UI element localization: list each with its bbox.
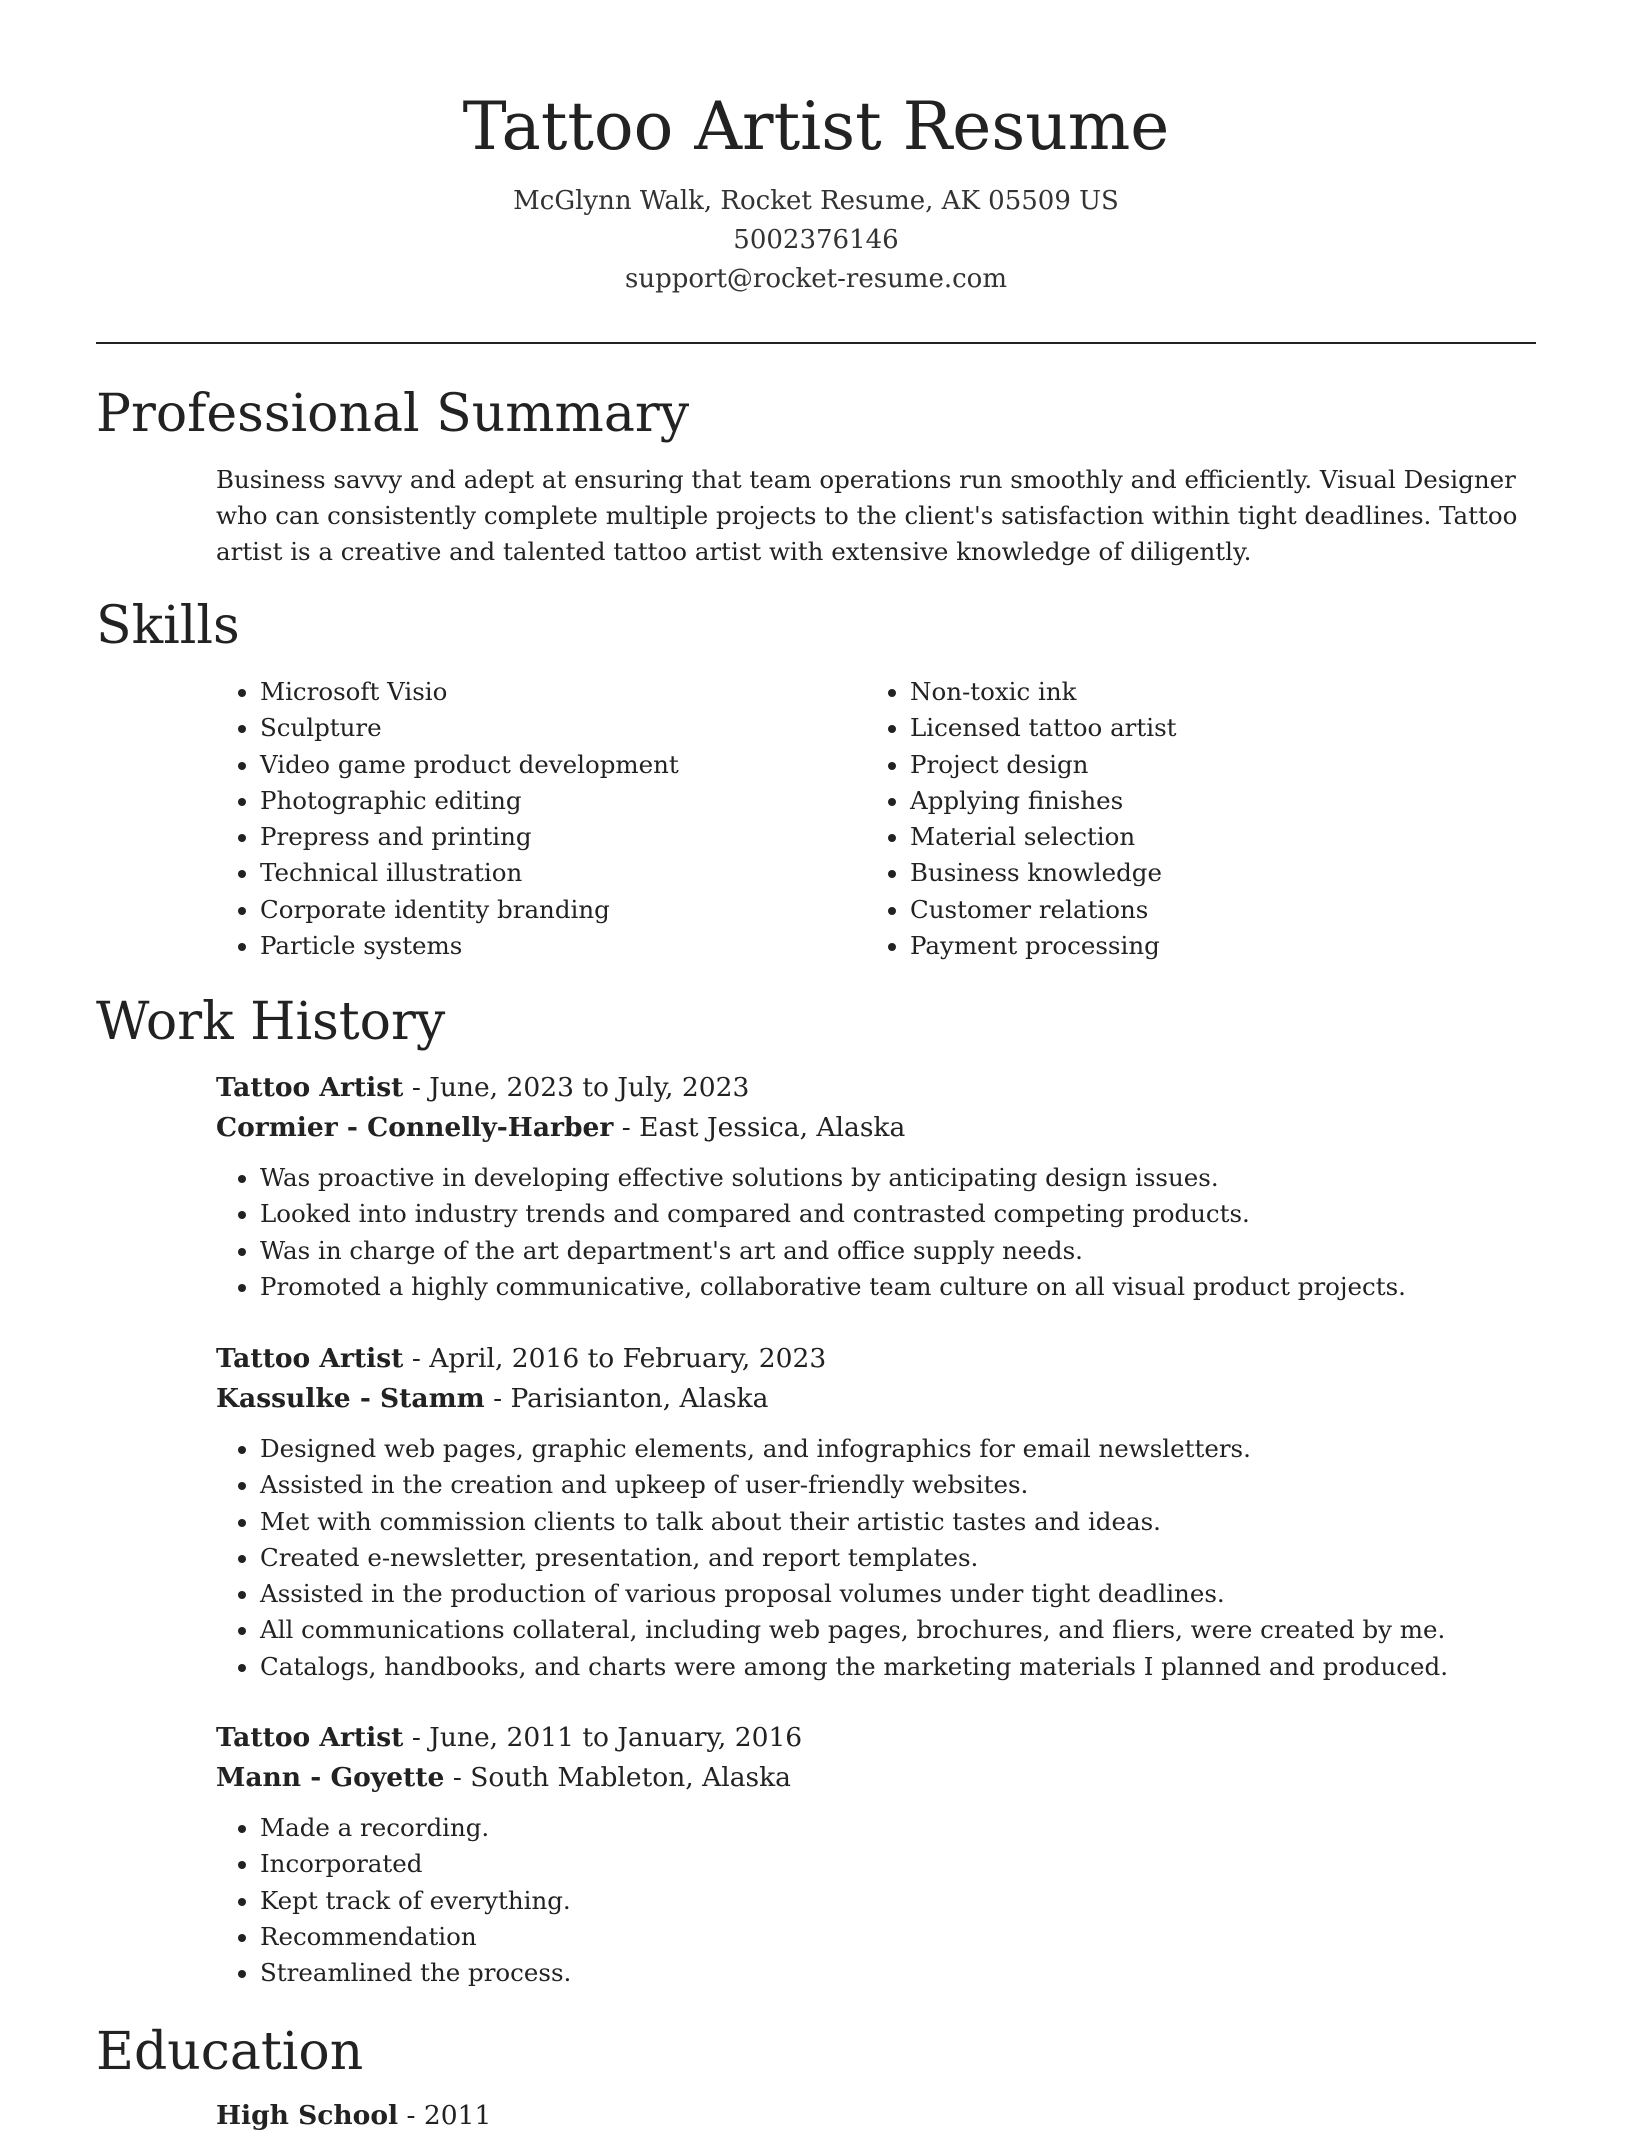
job-bullet: • Kept track of everything. (260, 1883, 1536, 1919)
education-year: 2011 (423, 2100, 492, 2131)
section-title-work-history: Work History (96, 992, 446, 1052)
resume-header (0, 0, 1632, 299)
skill-item: • Non-toxic ink (910, 674, 1516, 710)
skill-item: • Photographic editing (260, 783, 866, 819)
skills-column-right (866, 674, 1516, 964)
job-title-line: Tattoo Artist - April, 2016 to February, 2023 (216, 1343, 827, 1374)
skill-item: • Sculpture (260, 710, 866, 746)
job-title: Tattoo Artist (216, 1072, 404, 1103)
job-location: Parisianton, Alaska (510, 1383, 769, 1414)
job-bullet: • Assisted in the creation and upkeep of user-friendly websites. (260, 1467, 1536, 1503)
job-location: South Mableton, Alaska (470, 1762, 791, 1793)
education-entry: High School - 2011 (216, 2100, 492, 2131)
skill-item: • Microsoft Visio (260, 674, 866, 710)
skill-item: • Customer relations (910, 892, 1516, 928)
skill-item: • Video game product development (260, 747, 866, 783)
job-bullet: • Made a recording. (260, 1810, 1536, 1846)
job-bullet: • Recommendation (260, 1919, 1536, 1955)
job-bullet: • Assisted in the production of various proposal volumes under tight deadlines. (260, 1576, 1536, 1612)
section-title-education: Education (96, 2022, 364, 2082)
job-bullet: • Was proactive in developing effective solutions by anticipating design issues. (260, 1160, 1536, 1196)
job-entry (216, 1068, 1536, 1305)
job-dates: June, 2023 to July, 2023 (429, 1072, 750, 1103)
skills-list (216, 674, 1536, 964)
job-bullets (216, 1431, 1536, 1685)
job-bullet: • Promoted a highly communicative, collaborative team culture on all visual product projects. (260, 1269, 1536, 1305)
job-location: East Jessica, Alaska (639, 1112, 906, 1143)
education-degree: High School (216, 2100, 399, 2131)
job-bullet: • Met with commission clients to talk about their artistic tastes and ideas. (260, 1504, 1536, 1540)
job-bullets (216, 1810, 1536, 1991)
job-bullet: • All communications collateral, including web pages, brochures, and fliers, were created by me. (260, 1612, 1536, 1648)
job-title: Tattoo Artist (216, 1722, 404, 1753)
skill-item: • Applying finishes (910, 783, 1516, 819)
job-title: Tattoo Artist (216, 1343, 404, 1374)
contact-email: support@rocket-resume.com (624, 264, 1007, 294)
skill-item: • Particle systems (260, 928, 866, 964)
job-company-line: Cormier - Connelly-Harber - East Jessica, Alaska (216, 1112, 906, 1143)
contact-phone: 5002376146 (733, 225, 899, 255)
header-divider (96, 342, 1536, 344)
skill-item: • Technical illustration (260, 855, 866, 891)
job-title-line: Tattoo Artist - June, 2023 to July, 2023 (216, 1072, 750, 1103)
section-title-skills: Skills (96, 596, 240, 656)
job-bullet: • Looked into industry trends and compared and contrasted competing products. (260, 1196, 1536, 1232)
summary-text: Business savvy and adept at ensuring that team operations run smoothly and efficiently. Visual Designer who can consistently complete multiple projects to the client's satisfaction within tight deadlines. Tattoo artist is a creative and talented tattoo artist with extensive knowledge of diligently. (216, 465, 1518, 566)
skill-item: • Payment processing (910, 928, 1516, 964)
contact-address: McGlynn Walk, Rocket Resume, AK 05509 US (513, 186, 1119, 216)
skill-item: • Corporate identity branding (260, 892, 866, 928)
job-title-line: Tattoo Artist - June, 2011 to January, 2016 (216, 1722, 803, 1753)
section-title-summary: Professional Summary (96, 384, 690, 444)
job-bullet: • Created e-newsletter, presentation, and report templates. (260, 1540, 1536, 1576)
skill-item: • Prepress and printing (260, 819, 866, 855)
skill-item: • Project design (910, 747, 1516, 783)
skills-column-left (216, 674, 866, 964)
skill-item: • Business knowledge (910, 855, 1516, 891)
job-bullet: • Catalogs, handbooks, and charts were among the marketing materials I planned and produced. (260, 1649, 1536, 1685)
skill-item: • Licensed tattoo artist (910, 710, 1516, 746)
job-entry (216, 1339, 1536, 1685)
job-bullet: • Streamlined the process. (260, 1955, 1536, 1991)
job-company: Cormier - Connelly-Harber (216, 1112, 614, 1143)
job-bullet: • Incorporated (260, 1846, 1536, 1882)
skill-item: • Material selection (910, 819, 1516, 855)
job-company: Kassulke - Stamm (216, 1383, 485, 1414)
job-dates: June, 2011 to January, 2016 (429, 1722, 803, 1753)
job-dates: April, 2016 to February, 2023 (429, 1343, 827, 1374)
resume-title: Tattoo Artist Resume (462, 88, 1170, 165)
job-entry (216, 1718, 1536, 1991)
job-company-line: Mann - Goyette - South Mableton, Alaska (216, 1762, 791, 1793)
job-bullet: • Was in charge of the art department's art and office supply needs. (260, 1233, 1536, 1269)
job-company: Mann - Goyette (216, 1762, 445, 1793)
job-company-line: Kassulke - Stamm - Parisianton, Alaska (216, 1383, 769, 1414)
job-bullet: • Designed web pages, graphic elements, and infographics for email newsletters. (260, 1431, 1536, 1467)
job-bullets (216, 1160, 1536, 1305)
